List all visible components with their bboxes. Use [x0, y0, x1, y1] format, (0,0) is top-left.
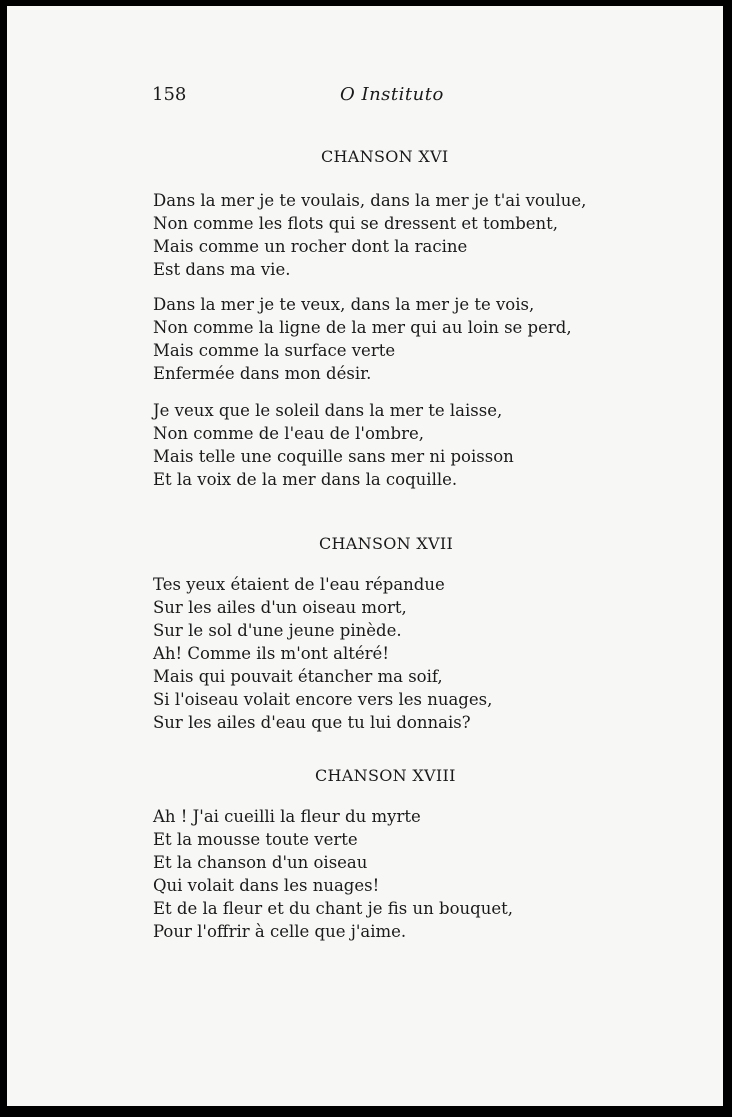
- chanson-xvi-stanza-3: [153, 399, 514, 491]
- verse-line: Non comme les flots qui se dressent et tombent,: [153, 214, 559, 233]
- book-page: [7, 6, 723, 1106]
- verse-line: Et la mousse toute verte: [153, 830, 358, 849]
- chanson-xvii-title: CHANSON XVII: [319, 534, 454, 553]
- chanson-xviii-title: CHANSON XVIII: [315, 766, 456, 785]
- verse-line: Dans la mer je te veux, dans la mer je te vois,: [153, 295, 535, 314]
- verse-line: Je veux que le soleil dans la mer te laisse,: [153, 401, 503, 420]
- verse-line: Tes yeux étaient de l'eau répandue: [153, 575, 445, 594]
- verse-line: Et la voix de la mer dans la coquille.: [153, 470, 458, 489]
- verse-line: Et la chanson d'un oiseau: [153, 853, 368, 872]
- verse-line: Dans la mer je te voulais, dans la mer je t'ai voulue,: [153, 191, 587, 210]
- chanson-xvi-stanza-2: [153, 293, 572, 385]
- verse-line: Enfermée dans mon désir.: [153, 364, 372, 383]
- verse-line: Sur le sol d'une jeune pinède.: [153, 621, 402, 640]
- chanson-xvi-title: CHANSON XVI: [321, 147, 449, 166]
- verse-line: Ah ! J'ai cueilli la fleur du myrte: [153, 807, 421, 826]
- verse-line: Ah! Comme ils m'ont altéré!: [153, 644, 389, 663]
- verse-line: Non comme la ligne de la mer qui au loin se perd,: [153, 318, 572, 337]
- chanson-xvi-stanza-1: [153, 189, 586, 281]
- verse-line: Sur les ailes d'un oiseau mort,: [153, 598, 407, 617]
- verse-line: Pour l'offrir à celle que j'aime.: [153, 922, 407, 941]
- verse-line: Mais comme un rocher dont la racine: [153, 237, 468, 256]
- chanson-xvii-stanza-1: [153, 573, 492, 734]
- chanson-xviii-stanza-1: [153, 805, 513, 943]
- verse-line: Mais comme la surface verte: [153, 341, 396, 360]
- verse-line: Qui volait dans les nuages!: [153, 876, 380, 895]
- running-head: [152, 84, 597, 110]
- verse-line: Et de la fleur et du chant je fis un bouquet,: [153, 899, 513, 918]
- verse-line: Est dans ma vie.: [153, 260, 291, 279]
- journal-title: O Instituto: [340, 84, 444, 105]
- verse-line: Mais qui pouvait étancher ma soif,: [153, 667, 443, 686]
- verse-line: Mais telle une coquille sans mer ni poisson: [153, 447, 514, 466]
- page-number: 158: [152, 84, 187, 105]
- verse-line: Si l'oiseau volait encore vers les nuages,: [153, 690, 493, 709]
- verse-line: Non comme de l'eau de l'ombre,: [153, 424, 425, 443]
- verse-line: Sur les ailes d'eau que tu lui donnais?: [153, 713, 471, 732]
